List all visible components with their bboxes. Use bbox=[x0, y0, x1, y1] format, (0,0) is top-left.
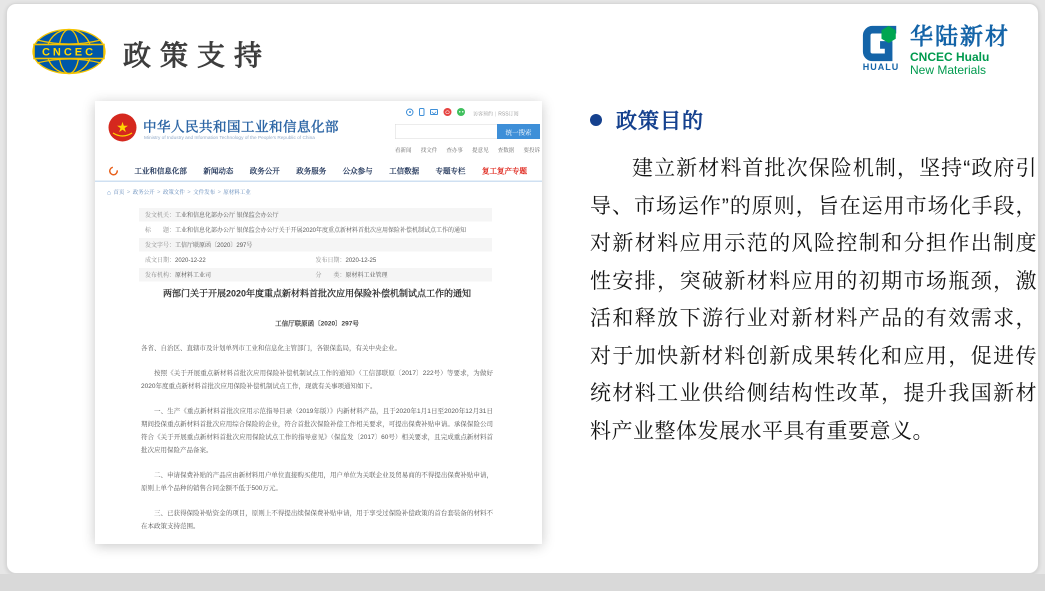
nav-logo-icon bbox=[107, 164, 120, 177]
nav-item-gov-service[interactable]: 政务服务 bbox=[296, 167, 327, 176]
breadcrumb-item[interactable]: 政务公开 bbox=[132, 189, 155, 196]
breadcrumb-separator: > bbox=[187, 189, 191, 195]
meta-label: 成文日期： bbox=[145, 256, 176, 264]
article-doc-number: 工信厅联原函〔2020〕297号 bbox=[275, 319, 359, 327]
site-title-en: Ministry of Industry and Information Technology of the People's Republic of China bbox=[144, 135, 315, 141]
meta-value: 原材料工业管理 bbox=[345, 271, 388, 279]
slide-header bbox=[31, 28, 271, 80]
visitor-booking-link[interactable]: 访客预约 bbox=[473, 111, 493, 117]
meta-value: 2020-12-22 bbox=[175, 256, 206, 264]
site-title: 中华人民共和国工业和信息化部 bbox=[143, 119, 339, 135]
meta-row-agency bbox=[139, 268, 492, 282]
nav-item-data[interactable]: 工信数据 bbox=[389, 167, 420, 176]
meta-row-issuer bbox=[139, 208, 492, 222]
site-nav bbox=[95, 161, 542, 182]
mail-icon[interactable] bbox=[430, 109, 438, 115]
nav-item-miit[interactable]: 工业和信息化部 bbox=[134, 167, 187, 176]
meta-value: 工信厅联原函〔2020〕297号 bbox=[175, 241, 253, 249]
article-title: 两部门关于开展2020年度重点新材料首批次应用保险补偿机制试点工作的通知 bbox=[162, 288, 472, 299]
breadcrumb bbox=[107, 188, 251, 196]
quick-link-data[interactable]: 查数据 bbox=[497, 147, 515, 154]
meta-label: 发布日期： bbox=[315, 256, 346, 264]
weibo-icon[interactable] bbox=[444, 108, 452, 116]
svg-text:CNCEC: CNCEC bbox=[41, 46, 97, 59]
nav-item-topics[interactable]: 专题专栏 bbox=[435, 167, 466, 176]
quick-links bbox=[395, 146, 540, 154]
nav-item-news[interactable]: 新闻动态 bbox=[203, 167, 234, 176]
national-emblem-icon bbox=[108, 113, 137, 145]
brand-name-en1: CNCEC Hualu bbox=[910, 50, 990, 65]
quick-link-news[interactable]: 看新闻 bbox=[395, 147, 412, 154]
slide bbox=[6, 3, 1039, 574]
nav-item-gov-open[interactable]: 政务公开 bbox=[249, 167, 280, 176]
bullet-icon bbox=[590, 114, 602, 126]
breadcrumb-item[interactable]: 政策文件 bbox=[162, 189, 185, 196]
quick-link-suggest[interactable]: 提意见 bbox=[472, 147, 489, 154]
meta-value: 工业和信息化部办公厅 银保监会办公厅关于开展2020年度重点新材料首批次应用保险补偿机制试点工作的通知 bbox=[175, 226, 467, 234]
meta-label: 发文字号： bbox=[145, 241, 176, 249]
meta-label: 分 类： bbox=[315, 271, 346, 279]
panel-heading: 政策目的 bbox=[616, 110, 704, 133]
search-input[interactable] bbox=[395, 124, 497, 139]
breadcrumb-separator: > bbox=[126, 189, 131, 195]
wechat-icon[interactable] bbox=[457, 108, 465, 116]
breadcrumb-separator: > bbox=[217, 189, 221, 195]
brand-name-en2: New Materials bbox=[910, 63, 987, 78]
article-paragraph: 一、生产《重点新材料首批次应用示范指导目录（2019年版）》内新材料产品，且于2020年1月1日至2020年12月31日期间投保重点新材料首批次应用综合保险的企业，符合首批次保险补偿工作相关要求，可提出保费补贴申请。承保保险公司符合《关于开展重点新材料首批次应用保险试点工作的指导意见》（保监发〔2017〕60号）相关要求，且完成重点新材料首批次应用保险产品备案。 bbox=[141, 407, 493, 454]
hualu-logo-label: HUALU bbox=[862, 62, 900, 72]
home-icon: ⌂ bbox=[107, 188, 111, 196]
breadcrumb-separator: > bbox=[157, 189, 161, 195]
article-paragraph: 三、已获得保险补贴资金的项目，原则上不得提出续保保费补贴申请，用于享受过保险补偿政策的首台套装备的材料不在本政策支持范围。 bbox=[141, 509, 493, 530]
quick-link-files[interactable]: 找文件 bbox=[420, 147, 438, 154]
masthead-toolbar bbox=[406, 108, 465, 116]
article-paragraph: 各省、自治区、直辖市及计划单列市工业和信息化主管部门，各银保监局，有关中央企业。 bbox=[141, 344, 402, 352]
nav-item-participation[interactable]: 公众参与 bbox=[342, 167, 373, 176]
nav-item-resume-work[interactable]: 复工复产专题 bbox=[481, 167, 527, 176]
quick-link-services[interactable]: 查办事 bbox=[446, 147, 463, 154]
meta-value: 2020-12-25 bbox=[345, 256, 377, 264]
svg-text:★: ★ bbox=[116, 120, 129, 136]
meta-value: 原材料工业司 bbox=[175, 271, 212, 279]
document-meta-table bbox=[139, 208, 492, 283]
breadcrumb-item[interactable]: 文件发布 bbox=[193, 189, 216, 196]
mobile-icon[interactable] bbox=[419, 108, 425, 116]
article bbox=[141, 287, 493, 533]
divider: | bbox=[495, 111, 497, 117]
meta-row-title bbox=[139, 223, 492, 237]
panel-body-text: 建立新材料首批次保险机制，坚持“政府引导、市场运作”的原则，旨在运用市场化手段，对新材料应用示范的风险控制和分担作出制度性安排，突破新材料应用的初期市场瓶颈，激活和释放下游行业对新材料产品的有效需求，对于加快新材料创新成果转化和应用，促进传统材料工业供给侧结构性改革，提升我国新材料产业整体发展水平具有重要意义。 bbox=[590, 157, 1037, 443]
article-paragraph: 按照《关于开展重点新材料首批次应用保险补偿机制试点工作的通知》（工信部联原〔2017〕222号）等要求，为做好2020年度重点新材料首批次应用保险补偿机制试点工作，现就有关事项通知如下。 bbox=[141, 369, 493, 390]
rss-link[interactable]: RSS订阅 bbox=[498, 111, 519, 117]
meta-value: 工业和信息化部办公厅 银保监会办公厅 bbox=[175, 211, 279, 219]
hualu-brand bbox=[860, 24, 1010, 78]
quick-link-complaint[interactable]: 要投诉 bbox=[523, 147, 540, 154]
meta-row-number bbox=[139, 238, 492, 252]
cncec-logo-icon bbox=[31, 28, 107, 80]
search-button[interactable]: 统一搜索 bbox=[497, 124, 540, 139]
accessibility-icon[interactable] bbox=[406, 108, 414, 116]
article-paragraph: 二、申请保费补贴的产品应由新材料用户单位直接购买使用，用户单位为关联企业及贸易商的不得提出保费补贴申请，原则上单个品种的销售合同金额不低于500万元。 bbox=[141, 471, 493, 492]
breadcrumb-home[interactable]: 首页 bbox=[113, 189, 125, 196]
breadcrumb-item[interactable]: 原材料工业 bbox=[223, 189, 251, 196]
meta-label: 标 题： bbox=[145, 226, 176, 234]
meta-label: 发文机关： bbox=[145, 211, 176, 219]
meta-row-dates bbox=[139, 253, 492, 267]
hualu-logo-icon bbox=[860, 24, 902, 72]
brand-name-cn: 华陆新材 bbox=[910, 23, 1010, 49]
slide-title: 政策支持 bbox=[123, 39, 272, 72]
policy-purpose-panel bbox=[590, 105, 1037, 450]
meta-label: 发布机构： bbox=[145, 271, 176, 279]
webpage-screenshot bbox=[95, 101, 542, 544]
search-bar bbox=[395, 124, 540, 139]
bottom-band bbox=[0, 574, 1045, 591]
